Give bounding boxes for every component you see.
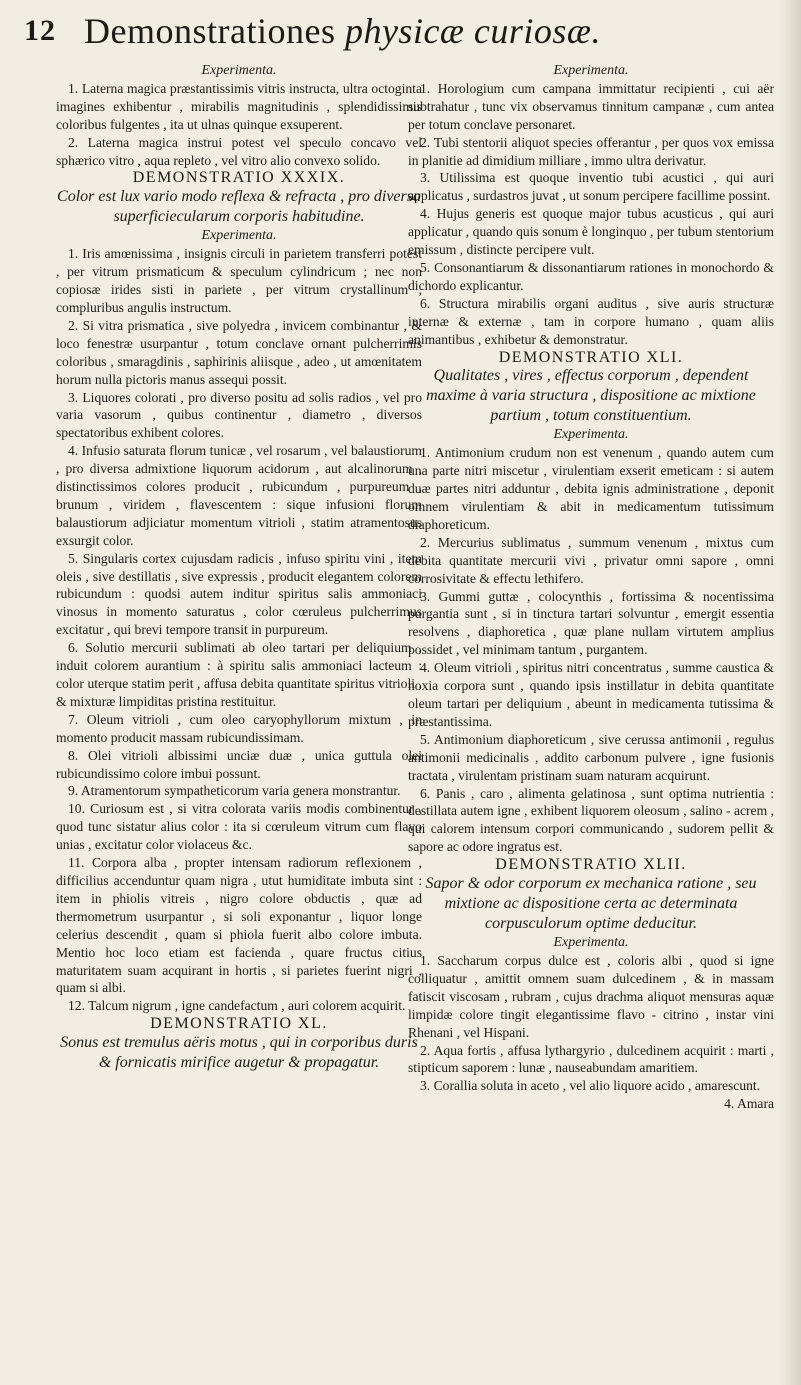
experimenta-subhead: Experimenta.	[553, 63, 629, 78]
running-head	[84, 10, 601, 52]
paragraph: 6. Solutio mercurii sublimati ab oleo tartari per deliquium , induit colorem aurantium : à spiritu salis ammoniaci lacteum : color uterque statim perit , affusa debita quantitate spiritus vitrioli , & mixturæ limpiditas pristina restituitur.	[56, 640, 422, 709]
paragraph: 3. Liquores colorati , pro diverso positu ad solis radios , vel pro varia vasorum , quibus continentur , diametro , diversos spectatoribus exhibent colores.	[56, 389, 422, 441]
paragraph: 11. Corpora alba , propter intensam radiorum reflexionem , difficilius accenduntur quam nigra , utut humiditate imbuta sint : item in phiolis vitreis , nigro colore obductis , quæ ad thermometrum usurpantur , si soli exponantur , liquor longe celerius descendit , quam si phiola fuerit albo colore imbuta. Mentio hoc loco etiam est facienda , quare fructus citius maturitatem suam acquirant in hortis , si parietes fuerint nigri , quam si albi.	[56, 855, 422, 996]
paragraph: 8. Olei vitrioli albissimi unciæ duæ , unica guttula olei rubicundissimo colore imbui possunt.	[56, 747, 422, 781]
paragraph: 1. Laterna magica præstantissimis vitris instructa, ultra octoginta imagines exhibentur , mirabilis magnitudinis , splendidissimis coloribus fulgentes , ita ut ulnas quinque exsuperent.	[56, 80, 422, 132]
paragraph: 1. Iris amœnissima , insignis circuli in parietem transferri potest , per vitrum prismaticum & speculum cylindricum ; nec non copiosæ irides sisti in pariete , per vitrum crystallinum , compluribus angulis instructum.	[56, 246, 422, 315]
paragraph: 5. Consonantiarum & dissonantiarum rationes in monochordo & dichordo explicantur.	[408, 259, 774, 293]
paragraph: 4. Hujus generis est quoque major tubus acusticus , qui auri applicatur , quando quis sonum è longinquo , per tubum stentorium emissum , distincte percipere vult.	[408, 206, 774, 258]
paragraph: 1. Antimonium crudum non est venenum , quando autem cum una parte nitri miscetur , virulentiam exserit emeticam : si autem duæ partes nitri adduntur , debita ignis administratione , deponit omnem virulentiam & abit in medicamentum tutissimum diaphoreticum.	[408, 445, 774, 532]
paragraph: 6. Panis , caro , alimenta gelatinosa , sunt optima nutrientia : destillata autem igne , exhibent liquorem oleosum , salino - acrem , qui calorem intensum corpori communicando , sudorem pellit & sapore ac odore ingratus est.	[408, 785, 774, 855]
paragraph: 5. Antimonium diaphoreticum , sive cerussa antimonii , regulus antimonii medicinalis , addito carbonum pulvere , igne fusionis tractata , virulentam pristinam suam naturam acquirunt.	[408, 731, 774, 783]
paragraph: 1. Saccharum corpus dulce est , coloris albi , quod si igne colliquatur , amittit omnem suam dulcedinem , & in massam fatiscit viscosam , rubram , cujus drachma aliquot mensuras aquæ limpidæ colore tingit elegantissime flavo - citrino , instar vini Rhenani , vel Hispani.	[408, 952, 774, 1040]
paragraph: 12. Talcum nigrum , igne candefactum , auri colorem acquirit.	[68, 998, 406, 1014]
demonstratio-title: Qualitates , vires , effectus corporum , dependent maxime à varia structura , dispositione ac mixtione partium , totum constituentium.	[426, 367, 756, 425]
paragraph: 2. Si vitra prismatica , sive polyedra , invicem combinantur , & loco fenestræ usurpantur , totum conclave ornant pulcherrimis coloribus , smaragdinis , saphirinis aliisque , adeo , ut amœnitatem horum nulla pictoris manus assequi possit.	[56, 317, 422, 387]
catchword: 4. Amara	[724, 1096, 774, 1112]
paragraph: 9. Atramentorum sympatheticorum varia genera monstrantur.	[68, 783, 401, 799]
paragraph: 2. Laterna magica instrui potest vel speculo concavo vel sphærico vitro , aqua repleto , vel vitro alio convexo solido.	[56, 134, 422, 168]
demonstratio-title: Sapor & odor corporum ex mechanica ratione , seu mixtione ac dispositione certa ac determinata corpusculorum optime deducitur.	[425, 875, 757, 933]
paragraph: 2. Mercurius sublimatus , summum venenum , mixtus cum debita quantitate mercurii vivi , privatur omni sapore , omni corrosivitate & effectu lethifero.	[408, 534, 774, 586]
paragraph: 3. Utilissima est quoque inventio tubi acustici , qui auri applicatus , surdastros juvat , ut sonum percipere facillime possint.	[408, 170, 774, 204]
paragraph: 4. Infusio saturata florum tunicæ , vel rosarum , vel balaustiorum , pro diversa admixtione liquorum acidorum , aut alcalinorum , distinctissimos colores producit , rubicundum , purpureum , brunum , viridem , flavescentem : sique infusioni florum balaustiorum adjiciatur momentum vitrioli , statim atramentosus exsurgit color.	[56, 443, 422, 548]
paragraph: 10. Curiosum est , si vitra colorata variis modis combinentur , quod tunc sistatur alius color : ita si cœruleum vitrum cum flavo unias , excitatur color violaceus &c.	[56, 801, 422, 853]
right-column	[408, 62, 774, 1113]
demonstratio-heading: DEMONSTRATIO XXXIX.	[132, 169, 346, 187]
paragraph: 3. Gummi guttæ , colocynthis , fortissima & nocentissima purgantia sunt , si in tinctura tartari solvuntur , emergit essentia resolvens , diaphoretica , quæ plane nullam virtutem amplius possidet , vel minimam tantum , purgantem.	[408, 588, 774, 658]
demonstratio-heading: DEMONSTRATIO XLII.	[495, 856, 687, 874]
page-header	[24, 6, 784, 66]
experimenta-subhead: Experimenta.	[201, 228, 277, 244]
running-head-italic: physicæ curiosæ.	[344, 11, 601, 51]
paragraph: 3. Corallia soluta in aceto , vel alio liquore acido , amarescunt.	[420, 1078, 761, 1094]
experimenta-subhead: Experimenta.	[553, 935, 629, 951]
demonstratio-title: Color est lux vario modo reflexa & refracta , pro diversa superficiecularum corporis habitudine.	[57, 188, 421, 226]
experimenta-subhead: Experimenta.	[553, 427, 629, 443]
demonstratio-heading: DEMONSTRATIO XLI.	[498, 348, 684, 366]
paragraph: 2. Aqua fortis , affusa lythargyrio , dulcedinem acquirit : marti , stipticum saporem : lunæ , nauseabundam amaritiem.	[408, 1042, 774, 1076]
paragraph: 4. Oleum vitrioli , spiritus nitri concentratus , summe caustica & noxia corpora sunt , quando ipsis instillatur in debita quantitate oleum tartari per deliquium , abeunt in medicamenta tutissima & præstantissima.	[408, 660, 774, 729]
running-head-main: Demonstrationes	[84, 11, 336, 51]
paragraph: 2. Tubi stentorii aliquot species offerantur , per quos vox emissa in planitie ad dimidium milliare , immo ultra derivatur.	[408, 134, 774, 168]
paragraph: 1. Horologium cum campana immittatur recipienti , cui aër subtrahatur , tunc vix observamus tinnitum campanæ , cum antea per totum conclave personaret.	[408, 80, 774, 132]
demonstratio-title: Sonus est tremulus aëris motus , qui in corporibus duris & fornicatis mirifice augetur & propagatur.	[60, 1034, 418, 1072]
paragraph: 6. Structura mirabilis organi auditus , sive auris structuræ internæ & externæ , tam in corpore humano , quam aliis animantibus , exhibetur & demonstratur.	[408, 295, 774, 347]
page-number: 12	[24, 14, 56, 47]
experimenta-subhead: Experimenta.	[201, 63, 277, 78]
paragraph: 7. Oleum vitrioli , cum oleo caryophyllorum mixtum , in momento producit massam rubicundissimam.	[56, 711, 422, 745]
demonstratio-heading: DEMONSTRATIO XL.	[150, 1015, 328, 1033]
left-column	[56, 62, 422, 1073]
paragraph: 5. Singularis cortex cujusdam radicis , infuso spiritu vini , item oleis , sive destillatis , sive expressis , producit elegantem colorem rubicundum : quodsi autem inditur spiritus salis ammoniaci vinosus in momento saturatus , color cœruleus pulcherrimus excitatur , qui brevi tempore transit in purpureum.	[56, 550, 422, 638]
scan-shadow	[779, 0, 801, 1385]
